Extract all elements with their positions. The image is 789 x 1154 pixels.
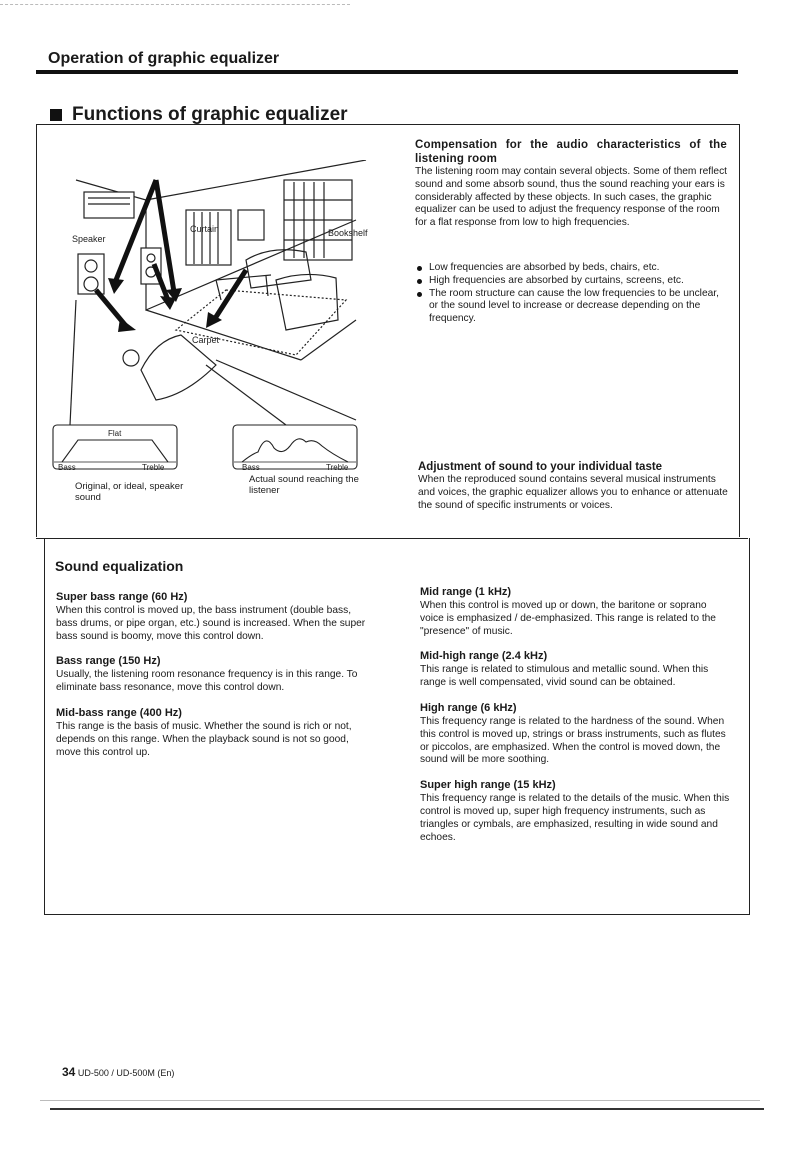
compensation-body: The listening room may contain several objects. Some of them reflect sound and some absorb sound, thus the sound reaching your ears is considerably affected by these objects. In such cases, the graphic equalizer can be used to adjust the frequency response of the room for a flat response from low to high frequencies. xyxy=(415,166,727,229)
eq-range-block xyxy=(56,590,366,643)
carpet-label: Carpet xyxy=(192,335,220,345)
eq-range-block xyxy=(56,706,366,759)
adjustment-section xyxy=(418,460,730,512)
actual-graph-bass-label: Bass xyxy=(242,463,260,470)
eq-range-text: This frequency range is related to the hardness of the sound. When this control is moved up, strings or brass instruments, such as flutes or piccolos, are emphasized. When the control is moved down, the sound will be more soothing. xyxy=(420,715,726,766)
bookshelf-label: Bookshelf xyxy=(328,228,368,238)
page-number: 34 xyxy=(62,1065,76,1079)
main-heading-text: Functions of graphic equalizer xyxy=(72,104,348,125)
eq-range-heading: Mid-high range (2.4 kHz) xyxy=(420,650,548,663)
flat-graph-bass-label: Bass xyxy=(58,463,76,470)
sound-equalization-title: Sound equalization xyxy=(55,558,184,574)
actual-response-graph xyxy=(232,424,358,470)
eq-range-text: This range is related to stimulous and metallic sound. When this range is well compensated, vivid sound can be obtained. xyxy=(420,664,709,689)
eq-range-block xyxy=(56,654,366,695)
page-footer xyxy=(62,1065,174,1079)
listening-room-illustration xyxy=(56,160,386,460)
curtain-label: Curtain xyxy=(190,224,220,234)
model-label: UD-500 / UD-500M (En) xyxy=(77,1068,175,1078)
eq-range-heading: Mid range (1 kHz) xyxy=(420,586,512,598)
bullet-item: Low frequencies are absorbed by beds, chairs, etc. xyxy=(415,262,730,275)
eq-range-block xyxy=(420,701,733,767)
compensation-section xyxy=(415,138,727,230)
top-dashed-line xyxy=(0,4,350,5)
flat-graph-caption: Original, or ideal, speaker sound xyxy=(75,481,184,503)
eq-range-block xyxy=(420,778,733,844)
eq-range-text: When this control is moved up or down, the baritone or soprano voice is emphasized / de-emphasized. This range is related to the "presence" of music. xyxy=(420,600,716,637)
title-rule xyxy=(36,70,738,74)
bullet-item: High frequencies are absorbed by curtains, screens, etc. xyxy=(415,275,730,288)
bottom-rule xyxy=(50,1108,764,1110)
eq-right-column xyxy=(420,585,733,855)
bottom-thin-rule xyxy=(40,1100,760,1101)
eq-left-column xyxy=(56,590,366,770)
adjustment-title: Adjustment of sound to your individual taste xyxy=(418,461,663,473)
eq-range-text: Usually, the listening room resonance frequency is in this range. To eliminate bass resonance, move this control down. xyxy=(56,669,358,694)
eq-range-heading: Super bass range (60 Hz) xyxy=(56,591,188,603)
heading-square-icon xyxy=(50,109,62,121)
actual-graph-caption: Actual sound reaching the listener xyxy=(249,474,359,496)
eq-range-text: This range is the basis of music. Whether the sound is rich or not, depends on this range. When the playback sound is not so good, move this control up. xyxy=(56,720,352,758)
main-heading xyxy=(50,104,348,126)
eq-range-heading: Super high range (15 kHz) xyxy=(420,779,556,792)
eq-range-text: This frequency range is related to the details of the music. When this control is moved up, super high frequency instruments, such as triangles or cymbals, are emphasized, resulting in wide sound and echoes. xyxy=(420,793,730,843)
eq-range-block xyxy=(420,585,733,638)
section-title: Operation of graphic equalizer xyxy=(48,50,280,67)
compensation-title: Compensation for the audio characteristics of the listening room xyxy=(415,139,727,165)
bullet-item: The room structure can cause the low frequencies to be unclear, or the sound level to increase or decrease depending on the frequency. xyxy=(415,288,730,326)
flat-response-graph xyxy=(52,424,178,470)
flat-graph-title: Flat xyxy=(108,429,122,438)
speaker-label: Speaker xyxy=(72,234,106,244)
eq-range-text: When this control is moved up, the bass instrument (double bass, bass drums, or pipe organ, etc.) sound is increased. When the super bass sound is boomy, move this control down. xyxy=(56,605,366,642)
flat-graph-treble-label: Treble xyxy=(142,463,165,470)
eq-range-heading: High range (6 kHz) xyxy=(420,701,517,714)
eq-range-heading: Bass range (150 Hz) xyxy=(56,655,161,668)
actual-graph-treble-label: Treble xyxy=(326,463,349,470)
eq-range-block xyxy=(420,649,733,690)
eq-range-heading: Mid-bass range (400 Hz) xyxy=(56,706,182,719)
adjustment-body: When the reproduced sound contains several musical instruments and voices, the graphic equalizer allows you to enhance or attenuate the sound of specific instruments or voices. xyxy=(418,474,728,511)
compensation-bullets xyxy=(415,262,730,326)
